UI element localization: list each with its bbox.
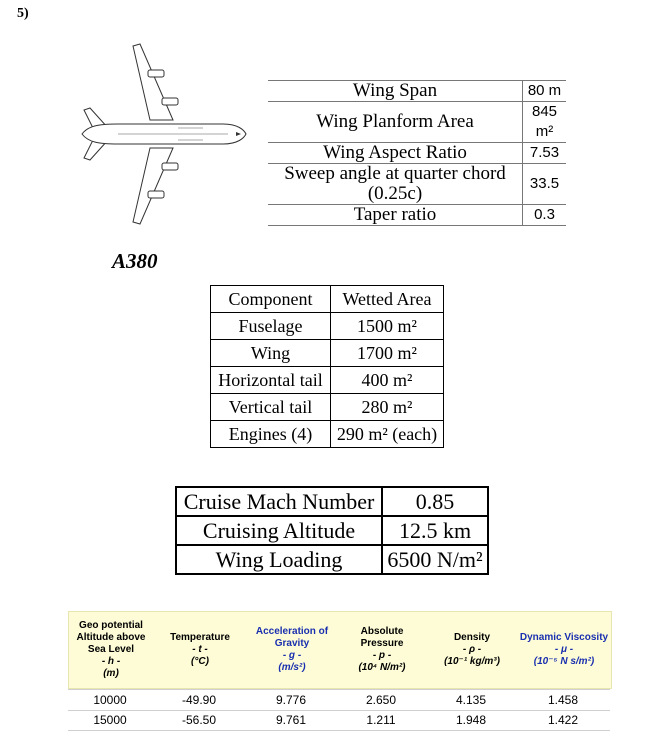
aspect-ratio-value: 7.53 — [529, 144, 560, 161]
gravity-header — [247, 612, 337, 688]
wing-geometry-table — [268, 80, 566, 226]
area-cell: 400 m² — [331, 367, 444, 394]
wing-span-value: 80 m — [527, 82, 562, 99]
header-title: Geo potential Altitude above Sea Level — [76, 620, 146, 655]
divider — [68, 730, 610, 731]
table-row — [68, 710, 610, 730]
header-symbol: - ρ - — [462, 644, 482, 655]
component-cell: Horizontal tail — [211, 367, 331, 394]
density-cell: 1.948 — [455, 713, 487, 727]
aspect-ratio-label: Wing Aspect Ratio — [268, 143, 523, 164]
header-title: Temperature — [170, 632, 230, 643]
aircraft-label: A380 — [112, 249, 158, 273]
gravity-cell: 9.761 — [275, 713, 307, 727]
header-symbol: - μ - — [554, 644, 574, 655]
viscosity-cell: 1.422 — [547, 713, 579, 727]
header-title: Acceleration of Gravity — [255, 626, 329, 649]
density-header — [427, 612, 517, 688]
table-row — [176, 487, 488, 516]
table-row — [268, 164, 566, 205]
header-symbol: - h - — [101, 656, 121, 667]
area-cell: 280 m² — [331, 394, 444, 421]
table-row — [211, 421, 444, 448]
header-unit: (°C) — [191, 656, 209, 667]
table-row — [268, 81, 566, 102]
cruise-altitude-value: 12.5 km — [382, 516, 488, 545]
altitude-cell: 10000 — [93, 693, 127, 707]
header-title: Density — [453, 632, 491, 643]
header-symbol: - t - — [192, 644, 208, 655]
table-row — [211, 367, 444, 394]
pressure-header — [339, 612, 425, 688]
header-unit: (10⁻¹ kg/m³) — [444, 656, 500, 667]
area-cell: 1700 m² — [331, 340, 444, 367]
sweep-angle-value: 33.5 — [529, 175, 560, 192]
table-row — [211, 340, 444, 367]
cruise-altitude-label: Cruising Altitude — [176, 516, 382, 545]
area-cell: 1500 m² — [331, 313, 444, 340]
table-header-row — [211, 286, 444, 313]
temperature-cell: -56.50 — [181, 713, 217, 727]
wetted-area-table — [210, 285, 444, 448]
temperature-cell: -49.90 — [181, 693, 217, 707]
gravity-cell: 9.776 — [275, 693, 307, 707]
header-symbol: - p - — [372, 650, 392, 661]
header-title: Dynamic Viscosity — [519, 632, 609, 643]
header-symbol: - g - — [282, 650, 302, 661]
table-row — [176, 516, 488, 545]
header-unit: (10⁴ N/m²) — [358, 662, 406, 673]
table-row — [211, 394, 444, 421]
component-cell: Fuselage — [211, 313, 331, 340]
atmosphere-table-header — [68, 611, 612, 689]
table-row — [211, 313, 444, 340]
problem-number: 5) — [17, 6, 29, 21]
wing-span-label: Wing Span — [268, 81, 523, 102]
wing-loading-value: 6500 N/m² — [382, 545, 488, 574]
header-unit: (m) — [103, 668, 119, 679]
sweep-angle-label: Sweep angle at quarter chord (0.25c) — [268, 164, 523, 205]
viscosity-cell: 1.458 — [547, 693, 579, 707]
component-cell: Engines (4) — [211, 421, 331, 448]
table-row — [268, 143, 566, 164]
cruise-mach-value: 0.85 — [382, 487, 488, 516]
header-title: Absolute Pressure — [360, 626, 404, 649]
a380-top-view-drawing — [78, 40, 250, 228]
pressure-cell: 2.650 — [365, 693, 397, 707]
altitude-header — [69, 612, 153, 688]
altitude-cell: 15000 — [93, 713, 127, 727]
table-row — [268, 205, 566, 226]
table-row — [176, 545, 488, 574]
planform-area-label: Wing Planform Area — [268, 102, 523, 143]
wetted-area-header: Wetted Area — [331, 286, 444, 313]
cruise-mach-label: Cruise Mach Number — [176, 487, 382, 516]
pressure-cell: 1.211 — [366, 713, 396, 727]
area-cell: 290 m² (each) — [331, 421, 444, 448]
taper-ratio-value: 0.3 — [534, 206, 555, 223]
planform-area-value: 845 m² — [531, 103, 558, 140]
table-row — [68, 690, 610, 710]
density-cell: 4.135 — [455, 693, 487, 707]
temperature-header — [155, 612, 245, 688]
table-row — [268, 102, 566, 143]
component-cell: Wing — [211, 340, 331, 367]
taper-ratio-label: Taper ratio — [268, 205, 523, 226]
header-unit: (m/s²) — [278, 662, 306, 673]
wing-loading-label: Wing Loading — [176, 545, 382, 574]
viscosity-header — [519, 612, 609, 688]
component-header: Component — [211, 286, 331, 313]
header-unit: (10⁻⁵ N s/m²) — [533, 656, 595, 667]
cruise-conditions-table — [175, 486, 489, 575]
component-cell: Vertical tail — [211, 394, 331, 421]
